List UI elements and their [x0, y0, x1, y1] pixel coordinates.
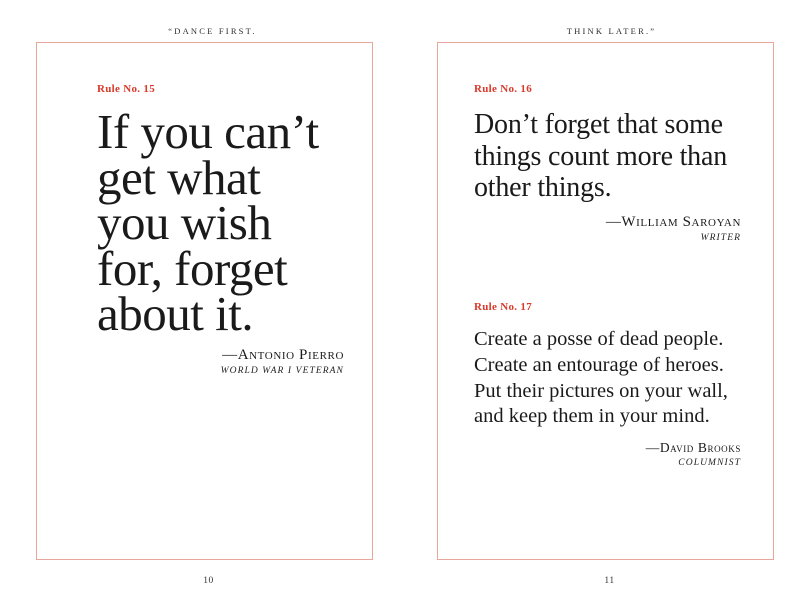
quote-author-role-16: WRITER: [700, 232, 741, 243]
right-page-content: [438, 43, 773, 559]
quote-author-16: —William Saroyan: [605, 213, 741, 230]
left-page-frame: [36, 42, 373, 560]
quote-text-16: Don’t forget that some things count more than other things.: [474, 109, 728, 204]
right-page-number: 11: [604, 576, 615, 586]
quote-author-17: —David Brooks: [645, 440, 741, 456]
attribution-17: [474, 440, 741, 468]
left-page-content: [37, 43, 372, 559]
right-running-head: THINK LATER.”: [566, 26, 657, 36]
quote-text-17: Create a posse of dead people. Create an entourage of heroes. Put their pictures on your wall, and keep them in your mind.: [474, 327, 728, 428]
quote-text-15: If you can’t get what you wish for, forget about it.: [97, 104, 319, 342]
attribution-15: [97, 347, 344, 376]
rule-label-16: Rule No. 16: [474, 83, 532, 95]
left-running-head: “DANCE FIRST.: [168, 26, 257, 36]
right-page-frame: [437, 42, 774, 560]
quote-author-15: —Antonio Pierro: [222, 346, 344, 363]
left-page-number: 10: [203, 576, 214, 586]
quote-author-role-15: WORLD WAR I VETERAN: [220, 365, 344, 376]
entry-block-16: [474, 83, 741, 243]
attribution-16: [474, 214, 741, 243]
quote-author-role-17: COLUMNIST: [678, 458, 741, 469]
right-page: [405, 0, 810, 608]
rule-label-17: Rule No. 17: [474, 300, 532, 313]
entry-block-17: [474, 301, 741, 468]
entry-spacer: [474, 243, 741, 301]
rule-label-15: Rule No. 15: [97, 83, 155, 95]
